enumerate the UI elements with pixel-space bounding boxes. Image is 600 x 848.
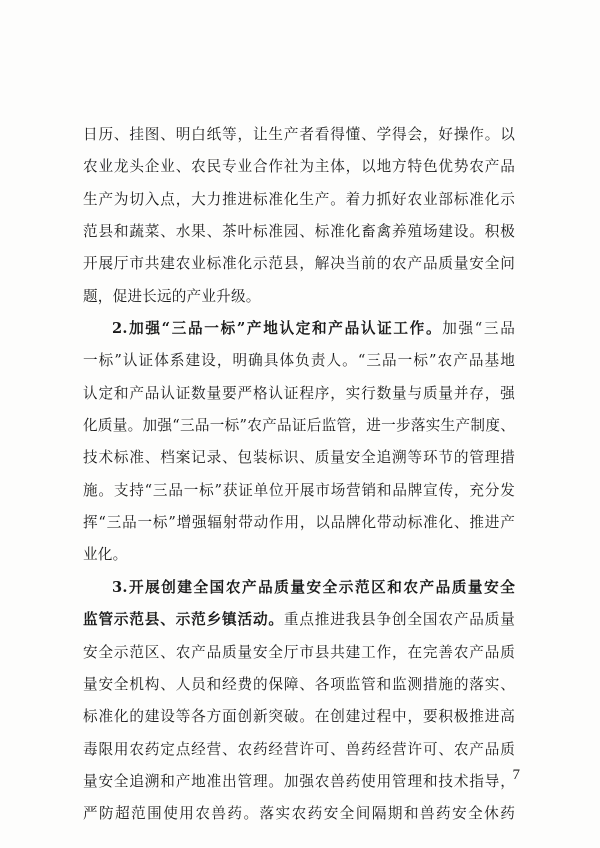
text-line: 业化。 [83,546,128,564]
text-line: 毒限用农药定点经营、农药经营许可、兽药经营许可、农产品质 [83,740,515,758]
text-line: 施。支持“三品一标”获证单位开展市场营销和品牌宣传，充分发 [83,481,515,499]
text-line: 化质量。加强“三品一标”农产品证后监管，进一步落实生产制度、 [83,417,515,435]
text-line [83,313,515,345]
text-line: 一标”认证体系建设，明确具体负责人。“三品一标”农产品基地 [83,352,515,370]
paragraph-certification [83,313,515,572]
text-line: 量安全追溯和产地准出管理。加强农兽药使用管理和技术指导， [83,772,515,790]
paragraph-standardization [83,119,515,313]
text-line: 范县和蔬菜、水果、茶叶标准园、标准化畜禽养殖场建设。积极 [83,223,515,241]
text-line: 农业龙头企业、农民专业合作社为主体，以地方特色优势农产品 [83,158,515,176]
text-line: 标准化的建设等各方面创新突破。在创建过程中，要积极推进高 [83,708,515,726]
text-line [83,604,515,636]
page-number: 7 [512,767,520,783]
paragraph-demonstration-zone [83,572,515,831]
text-line: 认定和产品认证数量要严格认证程序，实行数量与质量并存，强 [83,384,515,402]
text-line: 开展厅市共建农业标准化示范县，解决当前的农产品质量安全问 [83,255,515,273]
text-span: 重点推进我县争创全国农产品质量 [283,611,515,629]
text-line: 严防超范围使用农兽药。落实农药安全间隔期和兽药安全休药 [83,805,515,823]
text-line: 题，促进长远的产业升级。 [83,287,261,305]
document-body [83,119,515,831]
section-heading-3-continued: 监管示范县、示范乡镇活动。 [83,611,284,629]
text-line: 日历、挂图、明白纸等，让生产者看得懂、学得会，好操作。以 [83,126,515,143]
text-line: 技术标准、档案记录、包装标识、质量安全追溯等环节的管理措 [83,449,515,467]
text-line: 安全示范区、农产品质量安全厅市县共建工作，在完善农产品质 [83,643,515,661]
section-heading-3: 3.开展创建全国农产品质量安全示范区和农产品质量安全 [112,578,515,596]
text-line: 量安全机构、人员和经费的保障、各项监管和监测措施的落实、 [83,675,515,693]
text-line: 生产为切入点，大力推进标准化生产。着力抓好农业部标准化示 [83,190,515,208]
text-span: 加强“三品 [442,320,515,338]
text-line: 挥“三品一标”增强辐射带动作用，以品牌化带动标准化、推进产 [83,514,515,532]
section-heading-2: 2.加强“三品一标”产地认定和产品认证工作。 [112,320,443,338]
